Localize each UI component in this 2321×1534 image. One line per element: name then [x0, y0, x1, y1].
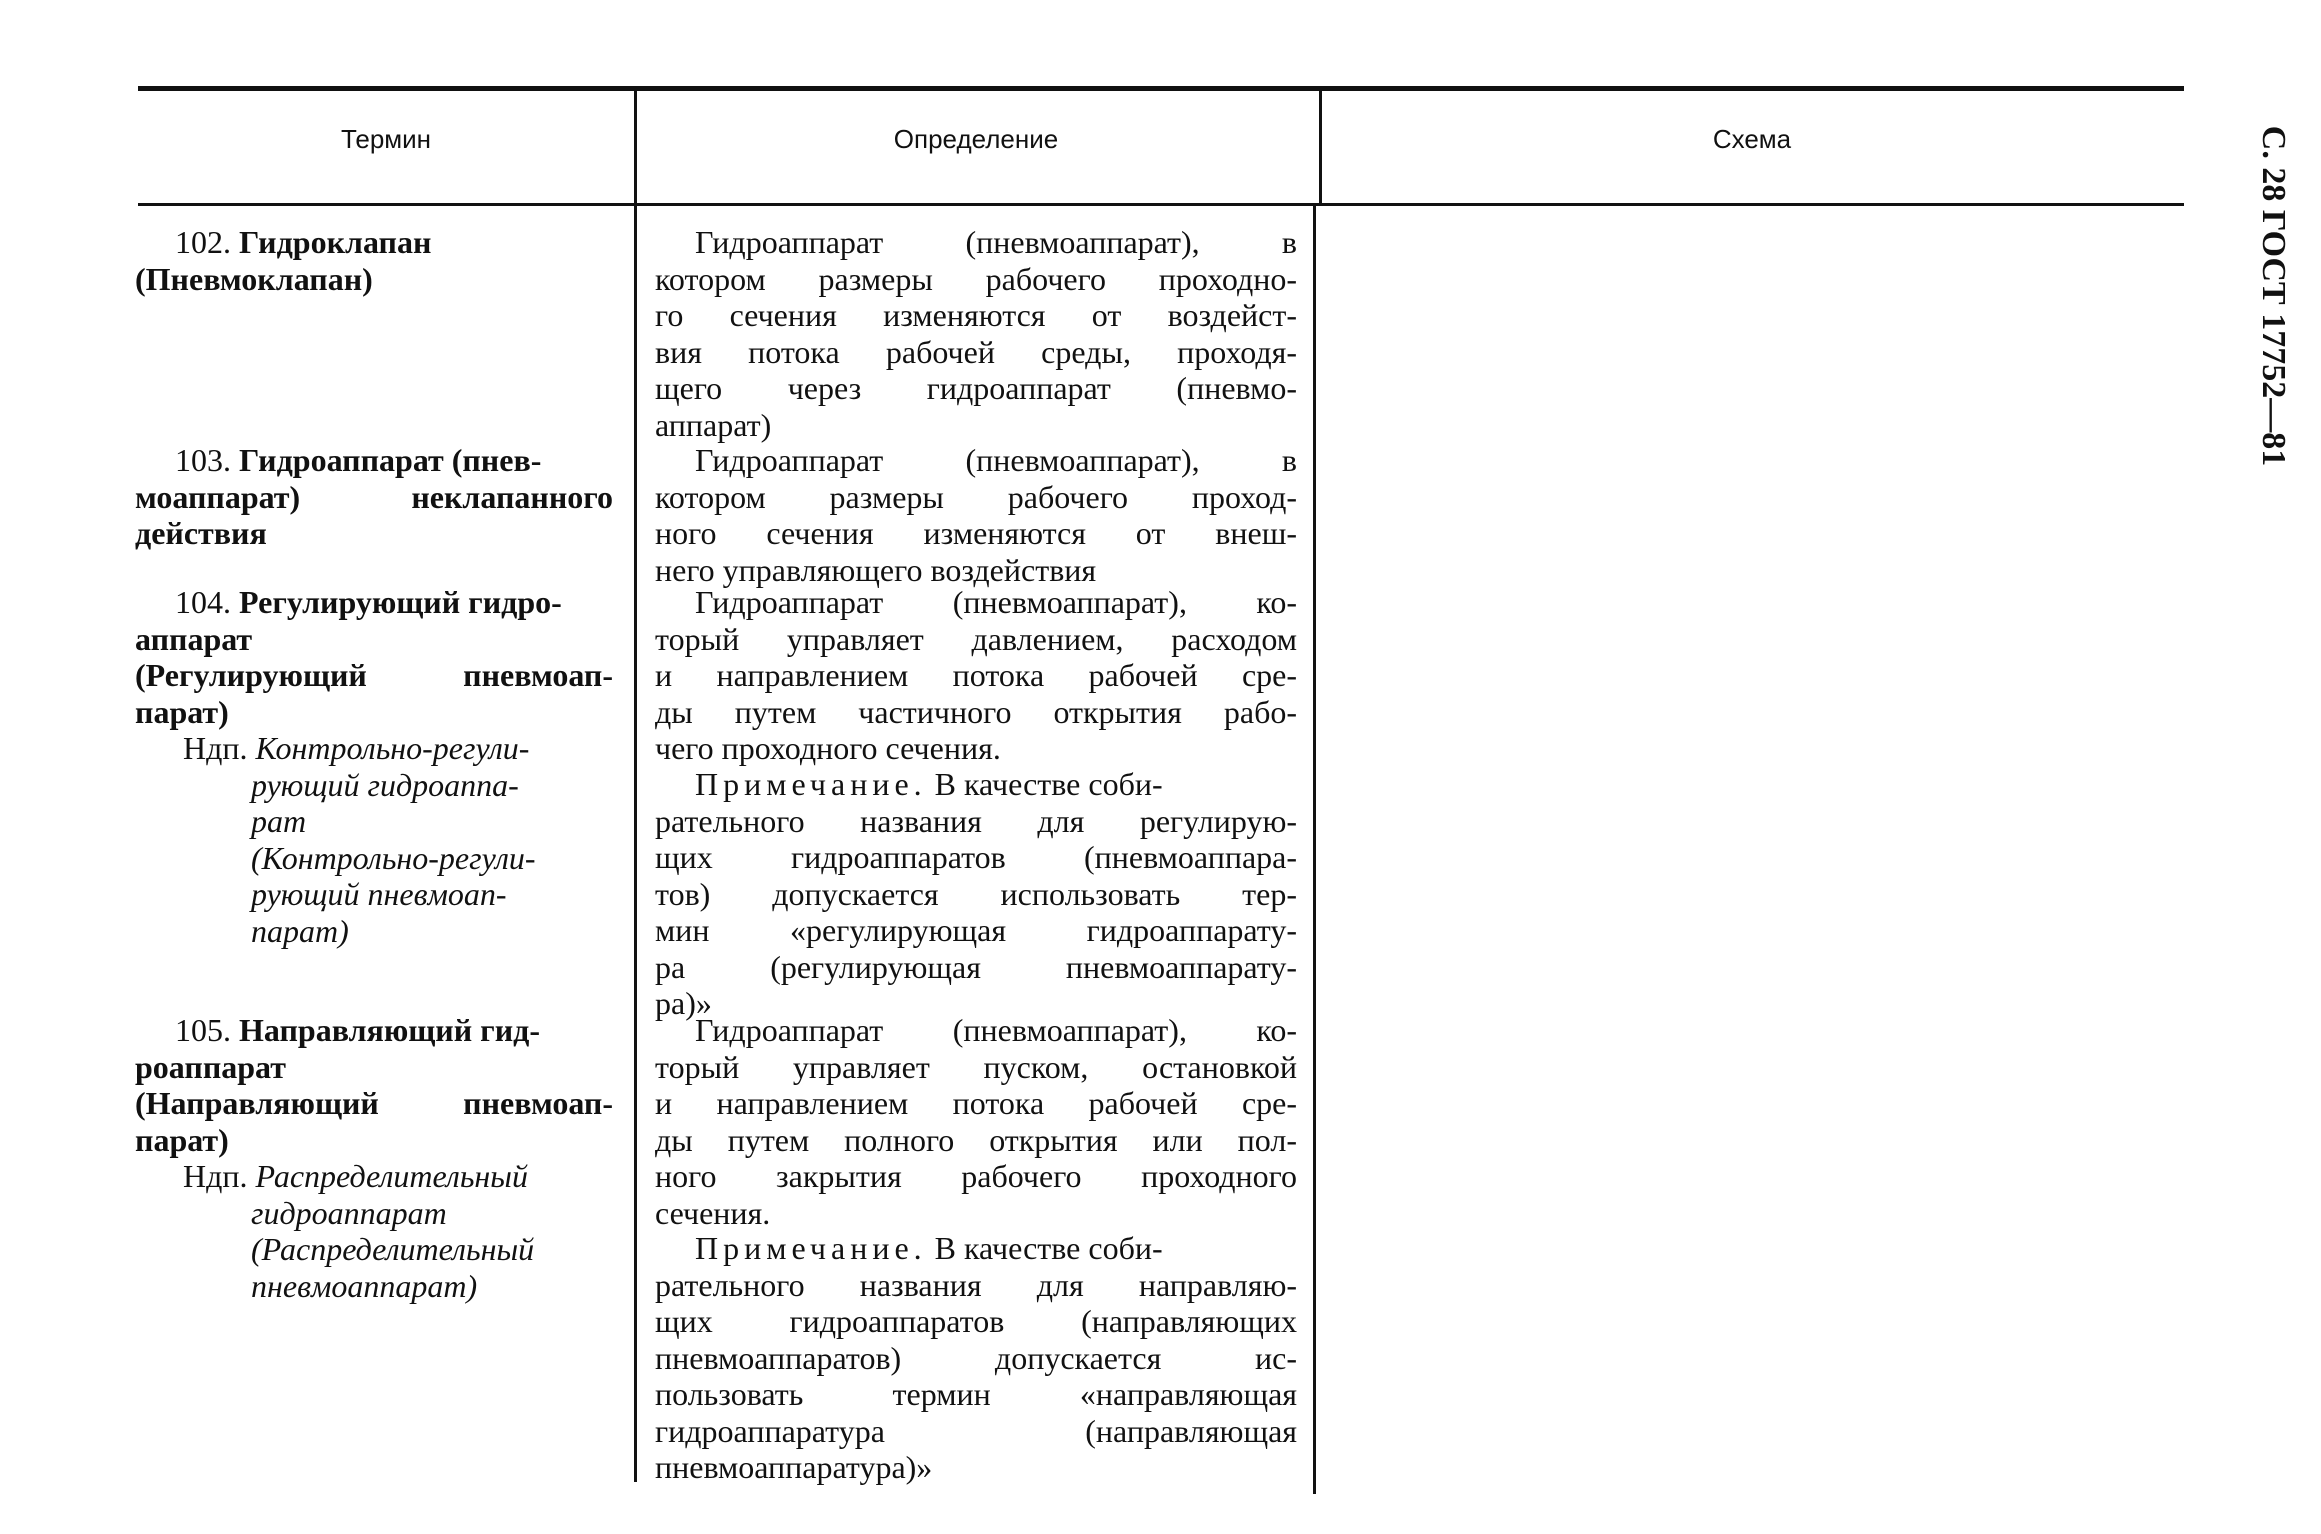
definition-line: щего через гидроаппарат (пневмо-: [655, 370, 1297, 406]
header-term: Термин: [340, 124, 432, 154]
definition-line: и направлением потока рабочей сре-: [655, 1085, 1297, 1121]
header-definition: Определение: [893, 124, 1059, 154]
note-line: рательного названия для направляю-: [655, 1266, 1297, 1303]
note-line: В качестве соби-: [934, 1230, 1163, 1266]
term-synonym-line: парат): [135, 693, 229, 730]
note-line: щих гидроаппаратов (пневмоаппара-: [655, 839, 1297, 875]
note-line: мин «регулирующая гидроаппарату-: [655, 912, 1297, 948]
definition-line: котором размеры рабочего проход-: [655, 478, 1297, 515]
term-synonym: (Регулирующий пневмоап-: [135, 657, 613, 693]
term-title: Гидроаппарат (пнев-: [239, 442, 542, 478]
term-synonym-line: парат): [135, 1121, 229, 1158]
term-number: 104.: [175, 584, 231, 620]
deprecated-term-line: (Контрольно-регули-: [251, 839, 536, 876]
table-top-rule: [138, 86, 2184, 91]
ndp-label: Ндп.: [183, 1158, 248, 1194]
definition-line: торый управляет давлением, расходом: [655, 620, 1297, 657]
term-103: [135, 442, 613, 552]
note-line: гидроаппаратура (направляющая: [655, 1412, 1297, 1449]
term-102: [135, 224, 613, 297]
definition-105: [655, 1012, 1297, 1231]
definition-line: го сечения изменяются от воздейст-: [655, 297, 1297, 333]
term-number: 103.: [175, 442, 231, 478]
definition-line: котором размеры рабочего проходно-: [655, 260, 1297, 297]
note-line: пользовать термин «направляющая: [655, 1376, 1297, 1412]
definition-102: [655, 224, 1297, 443]
definition-line: ды путем частичного открытия рабо-: [655, 693, 1297, 730]
note-line: пневмоаппаратов) допускается ис-: [655, 1339, 1297, 1376]
note-line: тов) допускается использовать тер-: [655, 875, 1297, 912]
deprecated-term-line: рат: [251, 803, 307, 839]
term-105: [135, 1012, 613, 1304]
column-divider-1: [634, 206, 637, 1482]
definition-104: [655, 584, 1297, 767]
deprecated-term-line: рующий гидроаппа-: [251, 766, 519, 803]
note-line: пневмоаппаратура)»: [655, 1449, 933, 1485]
definition-line: Гидроаппарат (пневмоаппарат), ко-: [695, 584, 1297, 620]
definition-103: [655, 442, 1297, 588]
definition-line: ды путем полного открытия или пол-: [655, 1121, 1297, 1158]
deprecated-term: Распределительный: [255, 1158, 528, 1194]
note-label: Примечание.: [695, 766, 927, 802]
definition-line: Гидроаппарат (пневмоаппарат), в: [695, 442, 1297, 478]
definition-line: него управляющего воздействия: [655, 551, 1097, 588]
deprecated-term-line: гидроаппарат: [251, 1194, 447, 1231]
definition-line: сечения.: [655, 1194, 771, 1231]
ndp-label: Ндп.: [183, 730, 248, 766]
note-104: [655, 766, 1297, 1022]
term-title: Направляющий гид-: [239, 1012, 540, 1048]
term-synonym: (Пневмоклапан): [135, 260, 373, 297]
definition-line: Гидроаппарат (пневмоаппарат), ко-: [695, 1012, 1297, 1048]
note-line: В качестве соби-: [934, 766, 1163, 802]
definition-line: чего проходного сечения.: [655, 730, 1001, 766]
term-title: Регулирующий гидро-: [239, 584, 562, 620]
table-header-rule: [138, 203, 2184, 206]
note-line: рательного названия для регулирую-: [655, 802, 1297, 839]
term-title-line: аппарат: [135, 620, 253, 657]
note-105: [655, 1230, 1297, 1486]
note-line: щих гидроаппаратов (направляющих: [655, 1303, 1297, 1339]
definition-line: ного сечения изменяются от внеш-: [655, 515, 1297, 551]
deprecated-term: Контрольно-регули-: [255, 730, 530, 766]
deprecated-term-line: пневмоаппарат): [251, 1267, 478, 1304]
note-line: ра (регулирующая пневмоаппарату-: [655, 948, 1297, 985]
definition-line: аппарат): [655, 406, 772, 443]
column-divider-2: [1313, 206, 1316, 1494]
term-synonym: (Направляющий пневмоап-: [135, 1085, 613, 1121]
definition-line: и направлением потока рабочей сре-: [655, 657, 1297, 693]
definition-line: вия потока рабочей среды, проходя-: [655, 333, 1297, 370]
definition-line: Гидроаппарат (пневмоаппарат), в: [695, 224, 1297, 260]
term-number: 102.: [175, 224, 231, 260]
definition-line: ного закрытия рабочего проходного: [655, 1158, 1297, 1194]
deprecated-term-line: (Распределительный: [251, 1231, 535, 1267]
term-title-line: роаппарат: [135, 1048, 286, 1085]
term-number: 105.: [175, 1012, 231, 1048]
note-label: Примечание.: [695, 1230, 927, 1266]
term-title-line: действия: [135, 515, 267, 551]
term-104: [135, 584, 613, 949]
header-scheme: Схема: [1712, 124, 1792, 154]
page-reference: [2245, 86, 2301, 506]
term-title-line: моаппарат) неклапанного: [135, 478, 613, 515]
deprecated-term-line: парат): [251, 912, 349, 949]
term-title: Гидроклапан: [239, 224, 432, 260]
note-line: ра)»: [655, 985, 712, 1021]
definition-line: торый управляет пуском, остановкой: [655, 1048, 1297, 1085]
deprecated-term-line: рующий пневмоап-: [251, 876, 507, 912]
page-reference-text: С. 28 ГОСТ 17752—81: [2255, 125, 2292, 467]
